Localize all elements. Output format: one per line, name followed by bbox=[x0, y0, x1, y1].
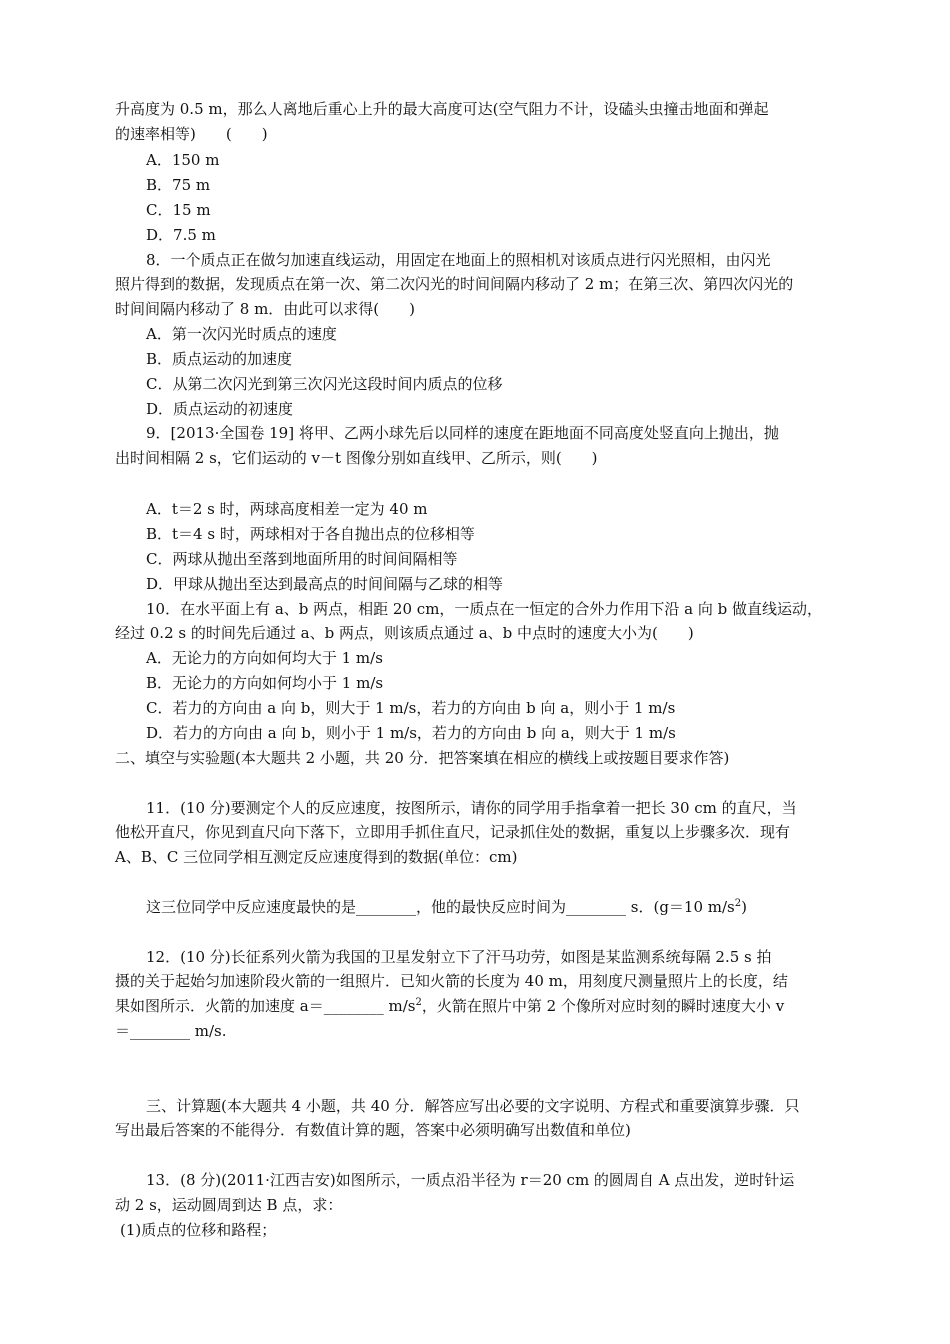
q12-text-line4: ＝________ m/s. bbox=[115, 1022, 227, 1040]
q12-line3-superscript: 2 bbox=[415, 997, 422, 1008]
q7-text-line2: 的速率相等) ( ) bbox=[115, 125, 268, 143]
section2-title: 二、填空与实验题(本大题共 2 小题，共 20 分．把答案填在相应的横线上或按题目要求作答) bbox=[115, 749, 730, 767]
q10-option-c: C．若力的方向由 a 向 b，则大于 1 m/s，若力的方向由 b 向 a，则小于 1 m/s bbox=[146, 699, 676, 717]
q9-option-a: A．t＝2 s 时，两球高度相差一定为 40 m bbox=[146, 500, 428, 518]
q10-text-line1: 10．在水平面上有 a、b 两点，相距 20 cm，一质点在一恒定的合外力作用下沿 a 向 b 做直线运动， bbox=[146, 600, 823, 618]
q8-option-d: D．质点运动的初速度 bbox=[146, 400, 294, 418]
q12-text-line3 bbox=[115, 996, 784, 1016]
q7-option-a: A．150 m bbox=[146, 151, 220, 169]
q10-option-b: B．无论力的方向如何均小于 1 m/s bbox=[146, 674, 384, 692]
q10-option-d: D．若力的方向由 a 向 b，则小于 1 m/s，若力的方向由 b 向 a，则大于 1 m/s bbox=[146, 724, 676, 742]
section3-title-line1: 三、计算题(本大题共 4 小题，共 40 分．解答应写出必要的文字说明、方程式和重要演算步骤．只 bbox=[146, 1097, 800, 1115]
q11-text-line2: 他松开直尺，你见到直尺向下落下，立即用手抓住直尺，记录抓住处的数据，重复以上步骤多次．现有 bbox=[115, 823, 791, 841]
q13-text-line1: 13．(8 分)(2011·江西吉安)如图所示，一质点沿半径为 r＝20 cm 的圆周自 A 点出发，逆时针运 bbox=[146, 1171, 795, 1189]
q8-text-line1: 8．一个质点正在做匀加速直线运动，用固定在地面上的照相机对该质点进行闪光照相，由闪光 bbox=[146, 251, 771, 269]
q10-option-a: A．无论力的方向如何均大于 1 m/s bbox=[146, 649, 383, 667]
q8-text-line3: 时间间隔内移动了 8 m．由此可以求得( ) bbox=[115, 300, 416, 318]
q11-line4-superscript: 2 bbox=[734, 898, 742, 909]
q11-text-line3: A、B、C 三位同学相互测定反应速度得到的数据(单位：cm) bbox=[115, 848, 518, 866]
q9-option-d: D．甲球从抛出至达到最高点的时间间隔与乙球的相等 bbox=[146, 575, 504, 593]
q7-text-line1: 升高度为 0.5 m，那么人离地后重心上升的最大高度可达(空气阻力不计，设磕头虫撞击地面和弹起 bbox=[115, 100, 769, 118]
q7-option-c: C．15 m bbox=[146, 201, 211, 219]
q12-text-line2: 摄的关于起始匀加速阶段火箭的一组照片．已知火箭的长度为 40 m，用刻度尺测量照片上的长度，结 bbox=[115, 972, 788, 990]
q12-line3-part-a: 果如图所示．火箭的加速度 a＝________ m/s bbox=[115, 997, 416, 1015]
q7-option-b: B．75 m bbox=[146, 176, 211, 194]
q12-text-line1: 12．(10 分)长征系列火箭为我国的卫星发射立下了汗马功劳，如图是某监测系统每隔 2.5 s 拍 bbox=[146, 948, 772, 966]
q8-text-line2: 照片得到的数据，发现质点在第一次、第二次闪光的时间间隔内移动了 2 m；在第三次、第四次闪光的 bbox=[115, 275, 794, 293]
section3-title-line2: 写出最后答案的不能得分．有数值计算的题，答案中必须明确写出数值和单位) bbox=[115, 1121, 631, 1139]
q8-option-b: B．质点运动的加速度 bbox=[146, 350, 293, 368]
q7-option-d: D．7.5 m bbox=[146, 226, 216, 244]
q9-text-line1: 9．[2013·全国卷 19] 将甲、乙两小球先后以同样的速度在距地面不同高度处竖直向上抛出，抛 bbox=[146, 424, 779, 442]
q9-text-line2: 出时间相隔 2 s，它们运动的 v－t 图像分别如直线甲、乙所示，则( ) bbox=[115, 449, 598, 467]
q9-option-c: C．两球从抛出至落到地面所用的时间间隔相等 bbox=[146, 550, 458, 568]
q8-option-a: A．第一次闪光时质点的速度 bbox=[146, 325, 337, 343]
q11-line4-text: 这三位同学中反应速度最快的是________，他的最快反应时间为________ s．(g＝10 m/s bbox=[146, 898, 735, 916]
q11-line4-end: ) bbox=[741, 898, 747, 916]
q11-fill-blank-line bbox=[146, 897, 747, 917]
q13-text-line2: 动 2 s，运动圆周到达 B 点，求： bbox=[115, 1196, 343, 1214]
q11-text-line1: 11．(10 分)要测定个人的反应速度，按图所示，请你的同学用手指拿着一把长 30 cm 的直尺，当 bbox=[146, 799, 797, 817]
q8-option-c: C．从第二次闪光到第三次闪光这段时间内质点的位移 bbox=[146, 375, 503, 393]
q9-option-b: B．t＝4 s 时，两球相对于各自抛出点的位移相等 bbox=[146, 525, 475, 543]
q12-line3-part-b: ，火箭在照片中第 2 个像所对应时刻的瞬时速度大小 v bbox=[421, 997, 785, 1015]
q10-text-line2: 经过 0.2 s 的时间先后通过 a、b 两点，则该质点通过 a、b 中点时的速度大小为( ) bbox=[115, 624, 694, 642]
q13-part-1: (1)质点的位移和路程； bbox=[120, 1221, 277, 1239]
